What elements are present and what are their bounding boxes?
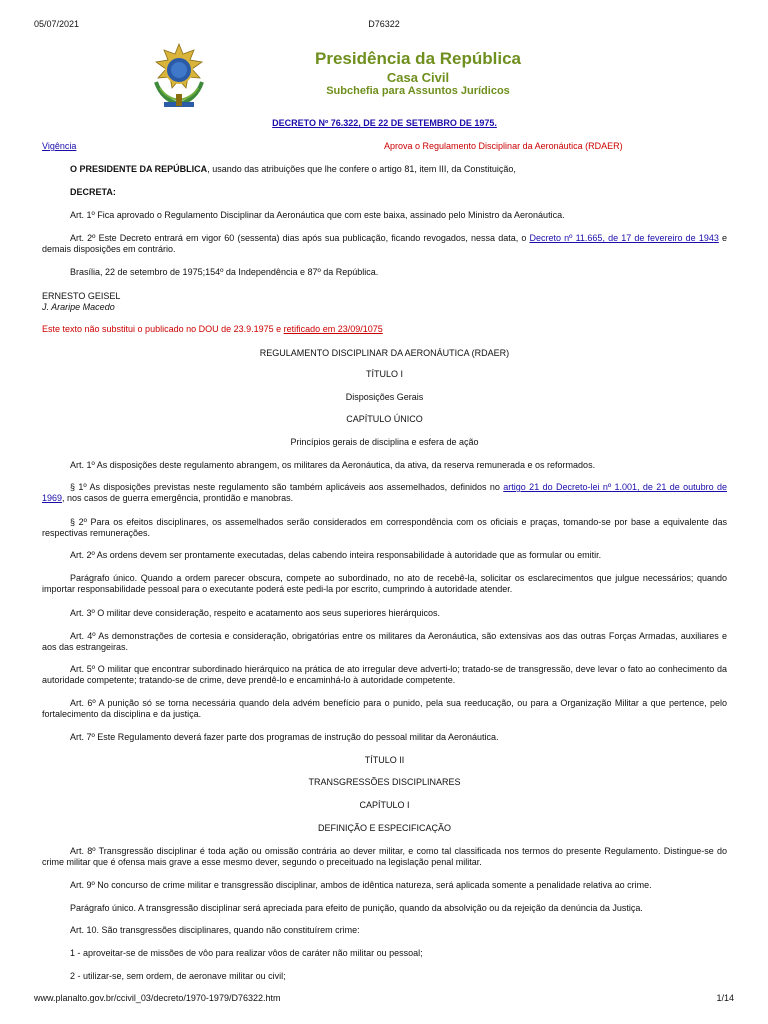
dou-notice (42, 324, 727, 335)
signer-minister: J. Araripe Macedo (42, 302, 115, 312)
titulo-2: TÍTULO II (364, 755, 405, 765)
place-date: Brasília, 22 de setembro de 1975;154º da Independência e 87º da República. (70, 267, 379, 277)
list-item: 1 - aproveitar-se de missões de vôo para realizar vôos de caráter não militar ou pessoal; (70, 948, 423, 958)
preamble (42, 164, 727, 175)
reg-art2-paragrafo-unico: Parágrafo único. Quando a ordem parecer obscura, compete ao subordinado, no ato de recebê-la, solicitar os esclarecimentos que julgue necessários; quando importar responsabilidade pessoal para o executante poderá este pedi-la por escrito, cumprindo à autoridade atender. (42, 573, 727, 594)
transgressoes-heading: TRANSGRESSÕES DISCIPLINARES (308, 777, 461, 787)
reg-art2: Art. 2º As ordens devem ser prontamente executadas, delas cabendo inteira responsabilidade à autoridade que as formular ou emitir. (70, 550, 602, 560)
notice-text: Este texto não substitui o publicado no DOU de 23.9.1975 e (42, 324, 284, 334)
ementa: Aprova o Regulamento Disciplinar da Aeronáutica (RDAER) (384, 141, 623, 151)
masthead-casa-civil: Casa Civil (386, 70, 450, 85)
art2-text-b: e demais disposições em contrário. (42, 233, 727, 254)
retificado-link[interactable]: retificado em 23/09/1075 (283, 324, 383, 334)
definicao-especificacao: DEFINIÇÃO E ESPECIFICAÇÃO (317, 823, 452, 833)
reg-art3: Art. 3º O militar deve consideração, respeito e acatamento aos seus superiores hierárquicos. (70, 608, 440, 618)
reg-art8: Art. 8º Transgressão disciplinar é toda ação ou omissão contrária ao dever militar, e como tal classificada nos termos do presente Regulamento. Distingue-se do crime militar que é ofensa mais grave a esse mesmo dever, segundo o preceituado na legislação penal militar. (42, 846, 727, 867)
reg-art1: Art. 1º As disposições deste regulamento abrangem, os militares da Aeronáutica, da ativa, da reserva remunerada e os reformados. (70, 460, 596, 470)
list-item: 2 - utilizar-se, sem ordem, de aeronave militar ou civil; (70, 971, 286, 981)
masthead-presidencia: Presidência da República (315, 49, 521, 68)
reg-art1-par2: § 2º Para os efeitos disciplinares, os assemelhados serão considerados em correspondência com os oficiais e praças, tomando-se por base a equivalente das respectivas remunerações. (42, 517, 727, 538)
reg-art6: Art. 6º A punição só se torna necessária quando dela advém benefício para o punido, pela sua reeducação, ou para a Organização Militar a que pertence, pelo fortalecimento da disciplina e da justiça. (42, 698, 727, 719)
regulation-title: REGULAMENTO DISCIPLINAR DA AERONÁUTICA (RDAER) (259, 348, 510, 358)
par1-text-b: , nos casos de guerra emergência, prontidão e manobras. (62, 493, 294, 503)
reg-art1-par1 (42, 482, 727, 504)
art2-text-a: Art. 2º Este Decreto entrará em vigor 60 (sessenta) dias após sua publicação, ficando revogados, nessa data, o (70, 233, 530, 243)
disposicoes-gerais: Disposições Gerais (345, 392, 424, 402)
principios-gerais: Princípios gerais de disciplina e esfera de ação (290, 437, 479, 447)
masthead-subchefia: Subchefia para Assuntos Jurídicos (326, 85, 510, 97)
print-date: 05/07/2021 (34, 19, 80, 29)
par1-text-a: § 1º As disposições previstas neste regulamento são também aplicáveis aos assemelhados, definidos no (70, 482, 504, 492)
print-doc-title: D76322 (368, 19, 400, 29)
preamble-bold: O PRESIDENTE DA REPÚBLICA (70, 164, 208, 174)
reg-art9-paragrafo-unico: Parágrafo único. A transgressão disciplinar será apreciada para efeito de punição, quando da absolvição ou da rejeição da denúncia da Justiça. (70, 903, 643, 913)
decree-title-link[interactable]: DECRETO Nº 76.322, DE 22 DE SETEMBRO DE 1975. (272, 118, 497, 128)
decree-art1: Art. 1º Fica aprovado o Regulamento Disciplinar da Aeronáutica que com este baixa, assinado pelo Ministro da Aeronáutica. (70, 210, 565, 220)
reg-art9: Art. 9º No concurso de crime militar e transgressão disciplinar, ambos de idêntica natureza, será aplicada somente a penalidade relativa ao crime. (70, 880, 652, 890)
decreto-lei-1001-link[interactable]: artigo 21 do Decreto-lei nº 1.001, de 21 de outubro de 1969 (42, 482, 727, 503)
reg-art7: Art. 7º Este Regulamento deverá fazer parte dos programas de instrução do pessoal militar da Aeronáutica. (70, 732, 499, 742)
footer-url: www.planalto.gov.br/ccivil_03/decreto/1970-1979/D76322.htm (34, 993, 281, 1003)
capitulo-unico: CAPÍTULO ÚNICO (346, 414, 423, 424)
decreto-11665-link[interactable]: Decreto nº 11.665, de 17 de fevereiro de 1943 (529, 233, 719, 243)
reg-art10: Art. 10. São transgressões disciplinares, quando não constituírem crime: (70, 925, 360, 935)
preamble-rest: , usando das atribuições que lhe confere o artigo 81, item III, da Constituição, (207, 164, 516, 174)
capitulo-1: CAPÍTULO I (359, 800, 410, 810)
decreta: DECRETA: (70, 187, 116, 197)
reg-art4: Art. 4º As demonstrações de cortesia e consideração, obrigatórias entre os militares da Aeronáutica, são extensivas aos das outras Forças Armadas, auxiliares e aos das estrangeiras. (42, 631, 727, 652)
footer-page-number: 1/14 (716, 993, 734, 1003)
signer-president: ERNESTO GEISEL (42, 291, 121, 301)
reg-art5: Art. 5º O militar que encontrar subordinado hierárquico na prática de ato irregular deve adverti-lo; tratado-se de transgressão, deve levar o fato ao conhecimento da autoridade competente; tratando-se de crime, deve prendê-lo e encaminhá-lo à autoridade competente. (42, 664, 727, 685)
titulo-1: TÍTULO I (365, 369, 403, 379)
vigencia-link[interactable]: Vigência (42, 141, 77, 151)
decree-art2 (42, 233, 727, 255)
